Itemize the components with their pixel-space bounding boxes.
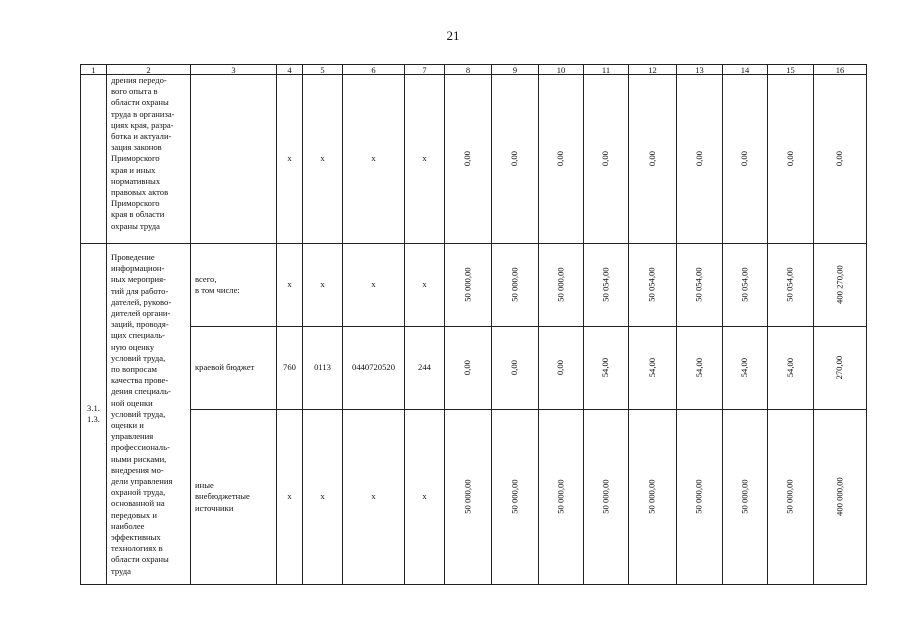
total-amount-cell: 270,00 <box>814 327 867 410</box>
text-line: охраной труда, <box>111 487 166 498</box>
text-line: наиболее <box>111 520 145 531</box>
text-line: Проведение <box>111 252 155 262</box>
text-line: дели управления <box>111 476 173 487</box>
column-number: 12 <box>629 65 677 75</box>
amount-cell: 50 000,00 <box>629 410 677 585</box>
amount-cell: 50 000,00 <box>492 244 539 327</box>
expense-type-cell: 244 <box>405 327 445 410</box>
text-line: иные <box>195 480 214 491</box>
text-line: Приморского <box>111 198 160 209</box>
text-line: труда в организа- <box>111 108 175 119</box>
text-line: краевой бюджет <box>195 362 255 373</box>
amount-cell: 50 000,00 <box>723 410 768 585</box>
text-line: циях края, разра- <box>111 119 174 130</box>
amount-cell: 50 054,00 <box>768 244 814 327</box>
source-cell <box>191 75 277 244</box>
amount-cell: 0,00 <box>445 327 492 410</box>
amount-cell: 50 000,00 <box>445 244 492 327</box>
text-line: источники <box>195 502 234 513</box>
total-amount-cell: 400 000,00 <box>814 410 867 585</box>
amount-cell: 50 000,00 <box>584 410 629 585</box>
expense-type-cell: х <box>405 410 445 585</box>
expense-type-cell: х <box>405 75 445 244</box>
amount-cell: 50 054,00 <box>677 244 723 327</box>
text-line: дения специаль- <box>111 386 171 397</box>
text-line: 1.3. <box>87 414 100 424</box>
amount-cell: 54,00 <box>584 327 629 410</box>
amount-cell: 50 054,00 <box>629 244 677 327</box>
text-line: труда <box>111 565 131 576</box>
source-cell <box>191 244 277 327</box>
column-number: 11 <box>584 65 629 75</box>
column-number-row <box>81 65 867 75</box>
amount-cell: 0,00 <box>677 75 723 244</box>
amount-cell: 50 054,00 <box>723 244 768 327</box>
amount-cell: 54,00 <box>723 327 768 410</box>
amount-cell: 50 000,00 <box>492 410 539 585</box>
grbs-cell: х <box>277 75 303 244</box>
text-line: правовых актов <box>111 187 169 198</box>
text-line: зация законов <box>111 142 162 153</box>
section-cell: х <box>303 244 343 327</box>
amount-cell: 50 000,00 <box>445 410 492 585</box>
text-line: технологиях в <box>111 543 163 554</box>
column-number: 16 <box>814 65 867 75</box>
column-number: 2 <box>107 65 191 75</box>
column-number: 14 <box>723 65 768 75</box>
total-amount-cell: 0,00 <box>814 75 867 244</box>
text-line: всего, <box>195 273 217 284</box>
activity-name-cell <box>107 244 191 585</box>
grbs-cell: х <box>277 410 303 585</box>
column-number: 3 <box>191 65 277 75</box>
text-line: в том числе: <box>195 285 240 295</box>
grbs-cell: х <box>277 244 303 327</box>
amount-cell: 0,00 <box>445 75 492 244</box>
table-row <box>81 75 867 244</box>
target-article-cell: х <box>343 244 405 327</box>
column-number: 4 <box>277 65 303 75</box>
text-line: внедрения мо- <box>111 464 164 475</box>
text-line: управления <box>111 431 154 442</box>
grbs-cell: 760 <box>277 327 303 410</box>
amount-cell: 0,00 <box>539 327 584 410</box>
amount-cell: 0,00 <box>539 75 584 244</box>
text-line: заций, проводя- <box>111 319 169 330</box>
item-number-cell <box>81 75 107 244</box>
amount-cell: 54,00 <box>629 327 677 410</box>
item-number-cell <box>81 244 107 585</box>
text-line: Приморского <box>111 153 160 164</box>
text-line: ботка и актуали- <box>111 131 172 142</box>
text-line: эффективных <box>111 532 161 543</box>
column-number: 1 <box>81 65 107 75</box>
text-line: щих специаль- <box>111 330 166 341</box>
column-number: 10 <box>539 65 584 75</box>
text-line: условий труда, <box>111 352 166 363</box>
text-line: дателей, руково- <box>111 296 172 307</box>
section-cell: 0113 <box>303 327 343 410</box>
text-line: края и иных <box>111 164 156 175</box>
table-row <box>81 244 867 327</box>
text-line: вого опыта в <box>111 86 158 97</box>
amount-cell: 50 000,00 <box>539 244 584 327</box>
text-line: дителей органи- <box>111 308 171 319</box>
section-cell: х <box>303 410 343 585</box>
amount-cell: 50 000,00 <box>539 410 584 585</box>
text-line: тий для работо- <box>111 285 169 296</box>
target-article-cell: х <box>343 410 405 585</box>
text-line: условий труда, <box>111 408 166 419</box>
text-line: 3.1. <box>87 402 100 413</box>
amount-cell: 50 054,00 <box>584 244 629 327</box>
text-line: передовых и <box>111 509 157 520</box>
text-line: нормативных <box>111 175 161 186</box>
text-line: основанной на <box>111 498 165 509</box>
text-line: ной оценки <box>111 397 153 408</box>
column-number: 7 <box>405 65 445 75</box>
text-line: охраны труда <box>111 220 160 231</box>
column-number: 9 <box>492 65 539 75</box>
text-line: ную оценку <box>111 341 155 352</box>
amount-cell: 50 000,00 <box>768 410 814 585</box>
amount-cell: 0,00 <box>492 75 539 244</box>
amount-cell: 54,00 <box>768 327 814 410</box>
text-line: ных мероприя- <box>111 274 166 285</box>
amount-cell: 0,00 <box>768 75 814 244</box>
text-line: ными рисками, <box>111 453 167 464</box>
table-row <box>81 327 867 410</box>
column-number: 15 <box>768 65 814 75</box>
section-cell: х <box>303 75 343 244</box>
expense-type-cell: х <box>405 244 445 327</box>
text-line: края в области <box>111 209 165 220</box>
text-line: внебюджетные <box>195 491 250 502</box>
source-cell <box>191 327 277 410</box>
amount-cell: 0,00 <box>629 75 677 244</box>
text-line: информацион- <box>111 263 165 274</box>
activity-name-cell <box>107 75 191 244</box>
column-number: 6 <box>343 65 405 75</box>
column-number: 8 <box>445 65 492 75</box>
source-cell <box>191 410 277 585</box>
target-article-cell: 0440720520 <box>343 327 405 410</box>
amount-cell: 54,00 <box>677 327 723 410</box>
page-number: 21 <box>446 28 460 43</box>
column-number: 13 <box>677 65 723 75</box>
text-line: профессиональ- <box>111 442 170 453</box>
text-line: оценки и <box>111 420 144 431</box>
text-line: области охраны <box>111 554 169 565</box>
text-line: дрения передо- <box>111 75 167 85</box>
target-article-cell: х <box>343 75 405 244</box>
amount-cell: 0,00 <box>492 327 539 410</box>
text-line: качества прове- <box>111 375 169 386</box>
column-number: 5 <box>303 65 343 75</box>
total-amount-cell: 400 270,00 <box>814 244 867 327</box>
table-row <box>81 410 867 585</box>
amount-cell: 0,00 <box>723 75 768 244</box>
amount-cell: 50 000,00 <box>677 410 723 585</box>
text-line: по вопросам <box>111 364 157 375</box>
amount-cell: 0,00 <box>584 75 629 244</box>
budget-table <box>80 64 867 585</box>
text-line: области охраны <box>111 97 169 108</box>
